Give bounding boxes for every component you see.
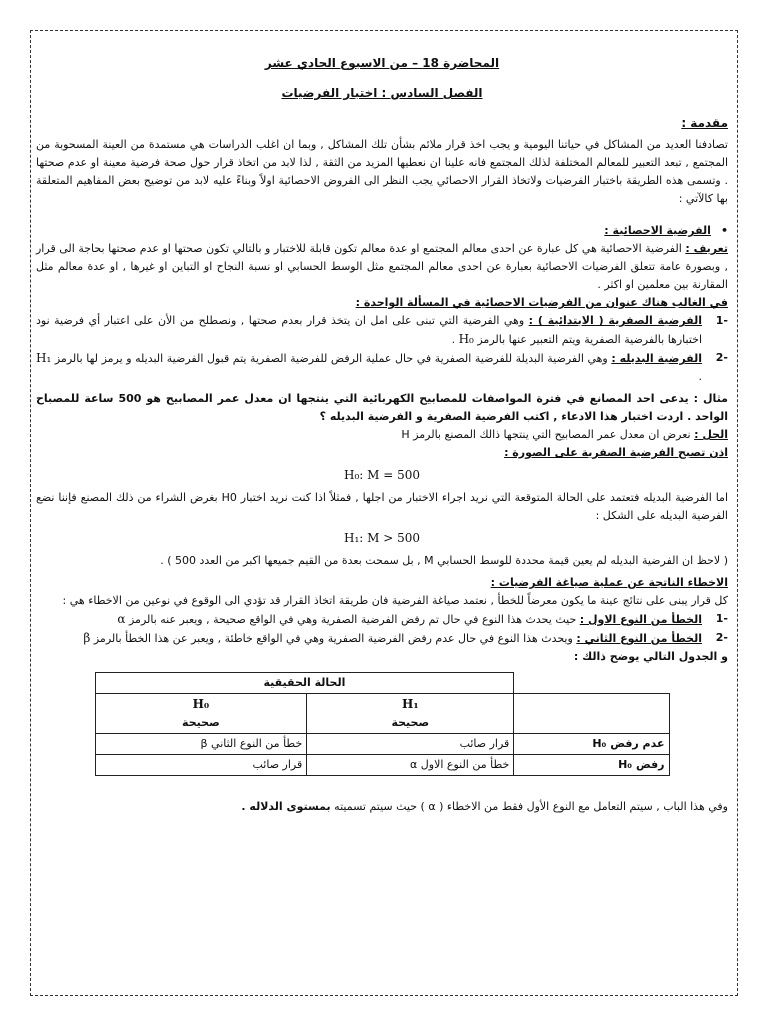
error-type2-paragraph xyxy=(83,629,702,648)
table-row xyxy=(95,755,669,776)
table-row1-h0: قرار صائب xyxy=(307,734,514,755)
null-symbol: H₀ xyxy=(458,332,474,346)
table-header-blank xyxy=(514,694,669,734)
table-col-h0-sub: صحيحة xyxy=(182,716,220,729)
table-header-row xyxy=(95,694,669,734)
decision-table xyxy=(95,672,670,776)
solution-text: نعرض ان معدل عمر المصابيح التي ينتجها ذالك المصنع بالرمز H xyxy=(401,428,691,441)
null-item-number: -1 xyxy=(715,314,728,327)
table-header-row-top xyxy=(95,673,669,694)
alt-explanation: اما الفرضية البديله فتعتمد على الحالة المتوقعة التي نريد اجراء الاختبار من اجلها , فمثلاً اذا كنت نريد اختبار H0 بغرض الشراء من ذلك المصنع فإننا نضع الفرضية البديله على الشكل : xyxy=(36,491,729,522)
alt-equation: H₁: M > 500 xyxy=(343,531,420,545)
table-true-state-header: الحالة الحقيقية xyxy=(95,673,514,694)
types-heading: في الغالب هناك عنوان من الفرضيات الاحصائية في المسألة الواحدة : xyxy=(355,296,728,309)
document-body xyxy=(36,48,728,816)
alt-item-number: -2 xyxy=(715,351,728,364)
table-col-h0-symbol: H₀ xyxy=(192,697,210,711)
null-hypothesis-item xyxy=(36,312,728,349)
alpha-symbol: α xyxy=(117,612,126,626)
error-type1-paragraph xyxy=(117,610,702,629)
null-form-heading: اذن تصبح الفرضية الصفرية على الصورة : xyxy=(504,446,728,459)
alt-hypothesis-paragraph: الفرضية البديله : وهي الفرضية البديلة للفرضية الصفرية في حال عملية الرفض للفرضية الصفرية يتم قبول الفرضية البديله و يرمز لها بالرمز H₁ . xyxy=(36,351,703,383)
beta-symbol: β xyxy=(83,631,91,645)
error-type2-text: ويحدث هذا النوع في حال عدم رفض الفرضية الصفرية وهي في الواقع خاطئة , ويعبر عن هذا الخطأ بالرمز xyxy=(93,632,573,645)
lecture-title: المحاضرة 18 – من الاسبوع الحادي عشر xyxy=(264,56,500,70)
error-type1-item xyxy=(36,610,728,629)
table-col-h0 xyxy=(95,694,307,734)
hypothesis-heading xyxy=(36,222,728,240)
definition-text: الفرضية الاحصائية هي كل عبارة عن احدى معالم المجتمع او عدة معالم تكون قابلة للاختبار و بالتالي تكون صحتها او عدم صحتها بحاجة الى قرار , وبصورة عامة تتعلق الفرضيات الاحصائية بعبارة عن احدى معالم المجتمع مثل الوسط الحسابي او نسبة النجاح او التباين او غيرها , او عدة معالم مثل المقارنة بين معلمين او اكثر . xyxy=(36,242,728,291)
table-row2-h0: خطأ من النوع الاول α xyxy=(307,755,514,776)
null-equation-line xyxy=(36,466,728,485)
null-hypothesis-text: وهي الفرضية التي تبنى على امل ان يتخذ قرار بعدم صحتها , ونصطلح من الأن على اعتبار أي فرضية نود اختبارها بالفرضية الصفرية ويتم التعبير عنها بالرمز xyxy=(36,314,702,346)
solution-label: الحل : xyxy=(694,428,728,441)
closing-bold: بمستوى الدلاله . xyxy=(241,800,331,813)
hypothesis-heading-text: الفرضية الاحصائية : xyxy=(604,224,711,237)
example-paragraph: مثال : يدعى احد المصانع في فترة المواصفات للمصابيح الكهربائية التي ينتجها ان معدل عمر المصابيح هو 500 ساعة للمصباح الواحد . اردت اختبار هذا الادعاء , اكتب الفرضية الصفرية و الفرضية البديله ؟ xyxy=(36,392,728,423)
closing-paragraph xyxy=(36,798,728,816)
error-type1-label: الخطأ من النوع الاول : xyxy=(579,613,702,626)
null-hypothesis-paragraph: الفرضية الصفرية ( الابتدائية ) : وهي الفرضية التي تبنى على امل ان يتخذ قرار بعدم صحتها , ونصطلح من الأن على اعتبار أي فرضية نود اختبارها بالفرضية الصفرية ويتم التعبير عنها بالرمز H₀ . xyxy=(36,314,702,346)
alt-hypothesis-item xyxy=(36,349,728,386)
closing-text: وفي هذا الباب , سيتم التعامل مع النوع الأول فقط من الاخطاء ( α ) حيث سيتم تسميته xyxy=(334,800,728,813)
table-intro: و الجدول التالي يوضح ذالك : xyxy=(573,650,728,663)
table-row1-h1: خطأ من النوع الثاني β xyxy=(95,734,307,755)
table-col-h1-symbol: H₁ xyxy=(401,697,419,711)
errors-paragraph: كل قرار يبنى على نتائج عينة ما يكون معرضاً للخطأ , نعتمد صياغة الفرضية فان طريقة اتخاذ القرار قد تؤدي الى الوقوع في نوعين من الاخطاء هي : xyxy=(62,594,728,607)
error2-number: -2 xyxy=(715,631,728,644)
table-row1-label: عدم رفض H₀ xyxy=(514,734,669,755)
note-paragraph: ( لاحظ ان الفرضية البديله لم يعين قيمة محددة للوسط الحسابي M , بل سمحت بعدة من القيم جميعها اكبر من العدد 500 ) . xyxy=(160,554,728,567)
error-type1-text: حيث يحدث هذا النوع في حال تم رفض الفرضية الصفرية وهي في الواقع صحيحة , ويعبر عنه بالرمز xyxy=(128,613,577,626)
alt-hypothesis-text: وهي الفرضية البديلة للفرضية الصفرية في حال عملية الرفض للفرضية الصفرية يتم قبول الفرضية البديله و يرمز لها بالرمز xyxy=(54,352,608,365)
null-equation: H₀: M = 500 xyxy=(343,468,420,482)
intro-paragraph: تصادفنا العديد من المشاكل في حياتنا اليومية و يجب اخذ قرار ملائم بشأن تلك المشاكل , وبما ان اغلب الدراسات هي مستمدة من العينة المسحوبة من المجتمع , تبعد التعبير للمعالم المختلفة لذلك المجتمع فانه علينا ان نعطيها المزيد من الثقة , لذا لابد من اتخاذ قرار حول صحة فرضية معينة او عدم صحتها . وتسمى هذه الطريقة باختبار الفرضيات ولاتخاذ القرار الاحصائي يجب النظر الى الفروض الاحصائية اولاً وبناءً عليه لابد من توضيح بعض المفاهيم المتعلقة بها كالآتي : xyxy=(36,138,728,205)
table-row xyxy=(95,734,669,755)
table-row2-label: رفض H₀ xyxy=(514,755,669,776)
definition-paragraph xyxy=(36,240,728,294)
definition-label: تعريف : xyxy=(685,242,728,255)
error-type2-label: الخطأ من النوع الثاني : xyxy=(576,632,702,645)
alt-hypothesis-label: الفرضية البديله : xyxy=(611,352,703,365)
null-hypothesis-label: الفرضية الصفرية ( الابتدائية ) : xyxy=(528,314,702,327)
intro-heading: مقدمة : xyxy=(681,116,728,130)
error1-number: -1 xyxy=(715,612,728,625)
alt-symbol: H₁ xyxy=(36,351,52,365)
table-col-h1 xyxy=(307,694,514,734)
chapter-title: الفصل السادس : اختبار الفرضيات xyxy=(281,86,483,100)
solution-paragraph xyxy=(36,426,728,444)
table-col-h1-sub: صحيحة xyxy=(391,716,430,729)
alt-equation-line xyxy=(36,529,728,548)
table-empty-corner xyxy=(514,673,669,694)
table-row2-h1: قرار صائب xyxy=(95,755,307,776)
errors-heading: الاخطاء الناتجة عن عملية صياغة الفرضيات : xyxy=(490,576,728,589)
error-type2-item xyxy=(36,629,728,648)
